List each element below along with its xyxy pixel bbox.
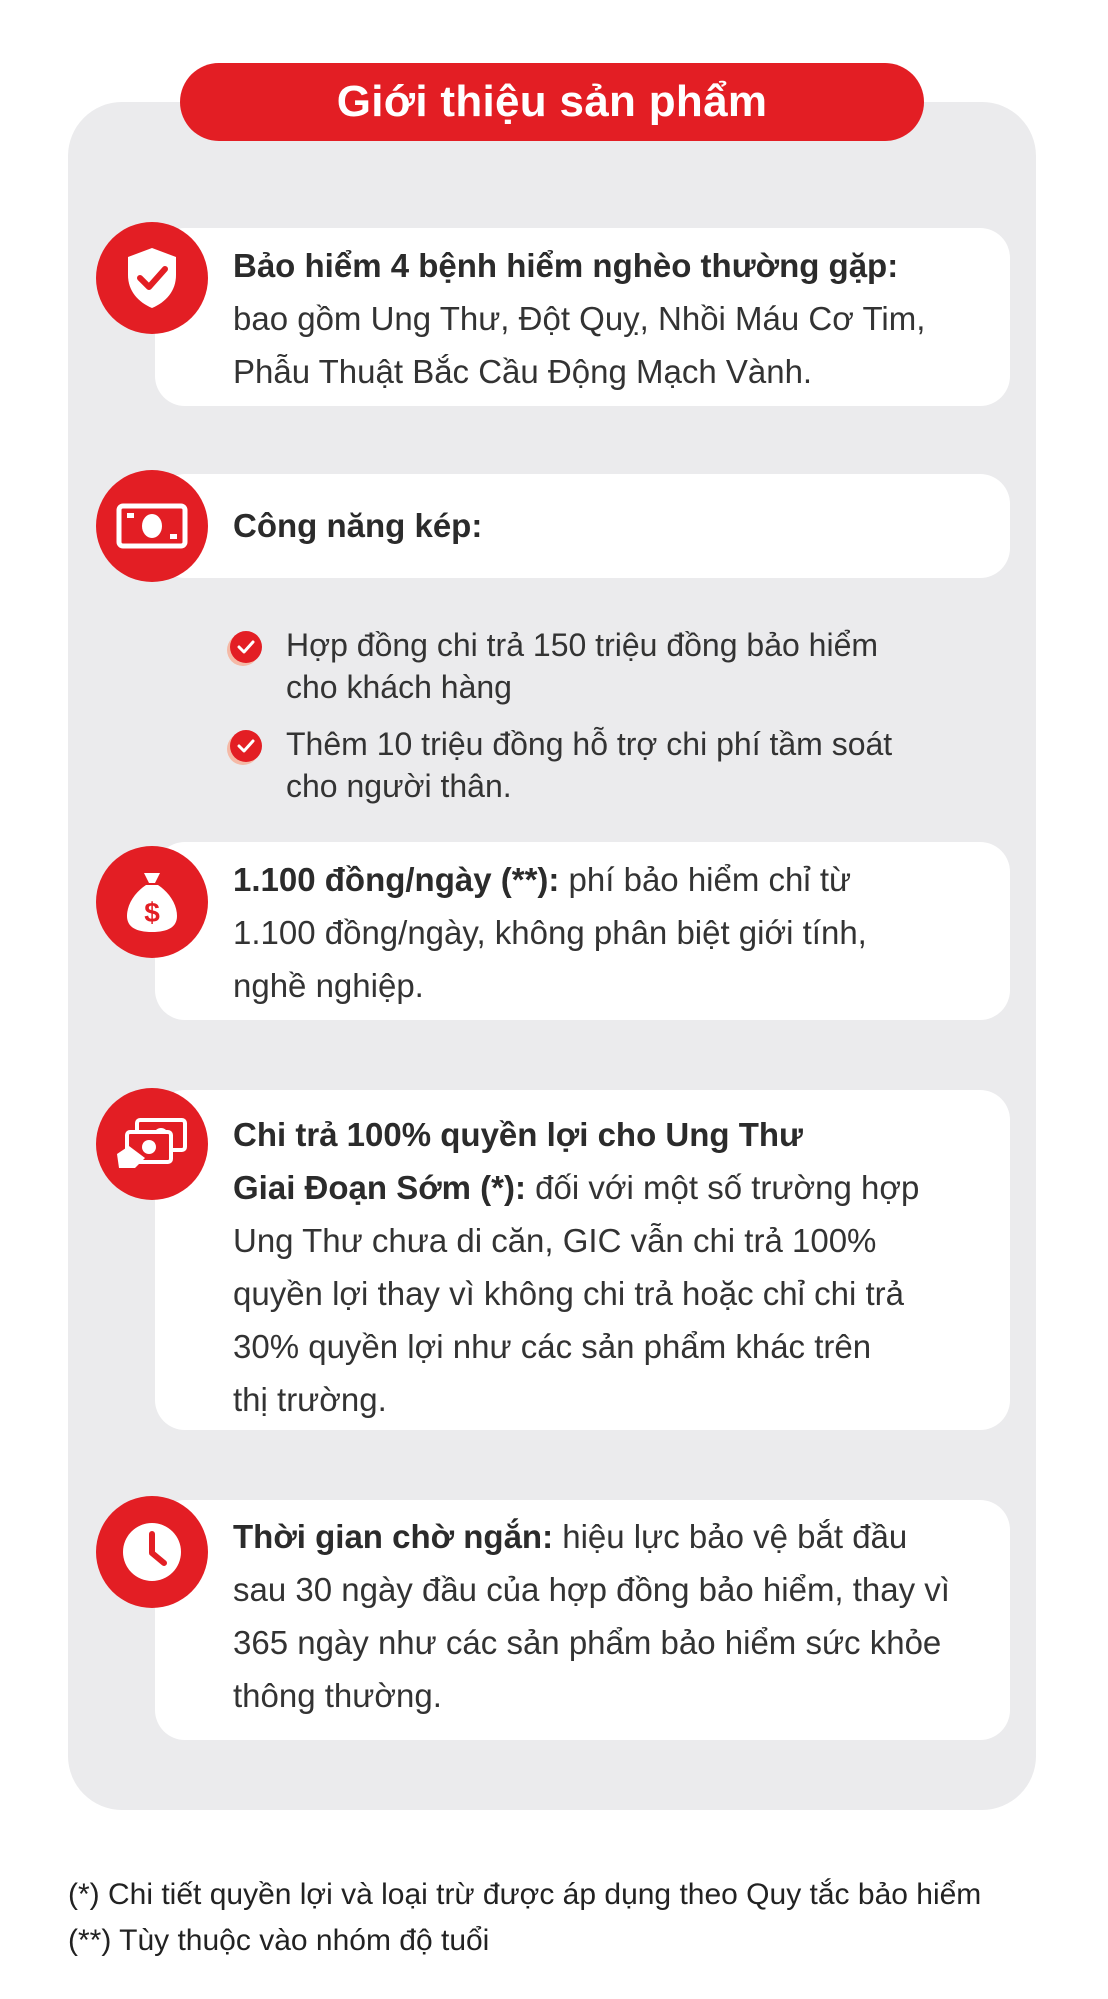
feature-lead: Công năng kép: <box>233 507 483 544</box>
footnote: (**) Tùy thuộc vào nhóm độ tuổi <box>68 1924 490 1957</box>
feature-lead: Thời gian chờ ngắn: <box>233 1518 554 1555</box>
feature-card-critical-illness <box>155 228 1010 406</box>
shield-check-icon <box>96 222 208 334</box>
feature-line <box>233 499 980 552</box>
feature-line: 365 ngày như các sản phẩm bảo hiểm sức khỏe <box>233 1624 942 1661</box>
list-item <box>228 624 988 708</box>
feature-line: Ung Thư chưa di căn, GIC vẫn chi trả 100% <box>233 1222 877 1259</box>
feature-card-waiting-time <box>155 1500 1010 1740</box>
feature-line: sau 30 ngày đầu của hợp đồng bảo hiểm, thay vì <box>233 1571 950 1608</box>
feature-lead: Chi trả 100% quyền lợi cho Ung Thư <box>233 1116 803 1153</box>
feature-line <box>233 1161 980 1214</box>
feature-line: Phẫu Thuật Bắc Cầu Động Mạch Vành. <box>233 353 813 390</box>
feature-lead: 1.100 đồng/ngày (**): <box>233 861 560 898</box>
dual-benefit-list <box>228 624 988 807</box>
section-title: Giới thiệu sản phẩm <box>180 63 924 141</box>
feature-lead-tail: đối với một số trường hợp <box>526 1169 920 1206</box>
cash-payout-icon <box>96 1088 208 1200</box>
feature-line: thị trường. <box>233 1381 387 1418</box>
list-item-line: Hợp đồng chi trả 150 triệu đồng bảo hiểm <box>286 627 879 663</box>
feature-line <box>233 1510 980 1563</box>
money-bag-icon <box>96 846 208 958</box>
feature-line: 30% quyền lợi như các sản phẩm khác trên <box>233 1328 872 1365</box>
list-item-line: cho khách hàng <box>286 669 512 705</box>
feature-line <box>233 853 980 906</box>
feature-line <box>233 239 980 292</box>
list-item-line: cho người thân. <box>286 768 512 804</box>
footnotes <box>68 1872 1088 1964</box>
feature-line <box>233 1108 980 1161</box>
feature-line: thông thường. <box>233 1677 442 1714</box>
feature-card-early-cancer <box>155 1090 1010 1430</box>
feature-lead: Bảo hiểm 4 bệnh hiểm nghèo thường gặp: <box>233 247 899 284</box>
check-bullet-icon <box>230 631 262 663</box>
footnote: (*) Chi tiết quyền lợi và loại trừ được áp dụng theo Quy tắc bảo hiểm <box>68 1878 982 1911</box>
list-item <box>228 723 988 807</box>
feature-line: bao gồm Ung Thư, Đột Quỵ, Nhồi Máu Cơ Tim, <box>233 300 926 337</box>
feature-lead: Giai Đoạn Sớm (*): <box>233 1169 526 1206</box>
feature-lead-tail: hiệu lực bảo vệ bắt đầu <box>553 1518 908 1555</box>
feature-card-premium <box>155 842 1010 1020</box>
feature-line: 1.100 đồng/ngày, không phân biệt giới tính, <box>233 914 867 951</box>
feature-line: quyền lợi thay vì không chi trả hoặc chỉ chi trả <box>233 1275 904 1312</box>
check-bullet-icon <box>230 730 262 762</box>
feature-lead-tail: phí bảo hiểm chỉ từ <box>559 861 852 898</box>
feature-card-dual-benefit <box>155 474 1010 578</box>
list-item-line: Thêm 10 triệu đồng hỗ trợ chi phí tầm soát <box>286 726 893 762</box>
clock-icon <box>96 1496 208 1608</box>
svg-text:$: $ <box>144 897 160 928</box>
feature-line: nghề nghiệp. <box>233 967 424 1004</box>
banknote-icon <box>96 470 208 582</box>
